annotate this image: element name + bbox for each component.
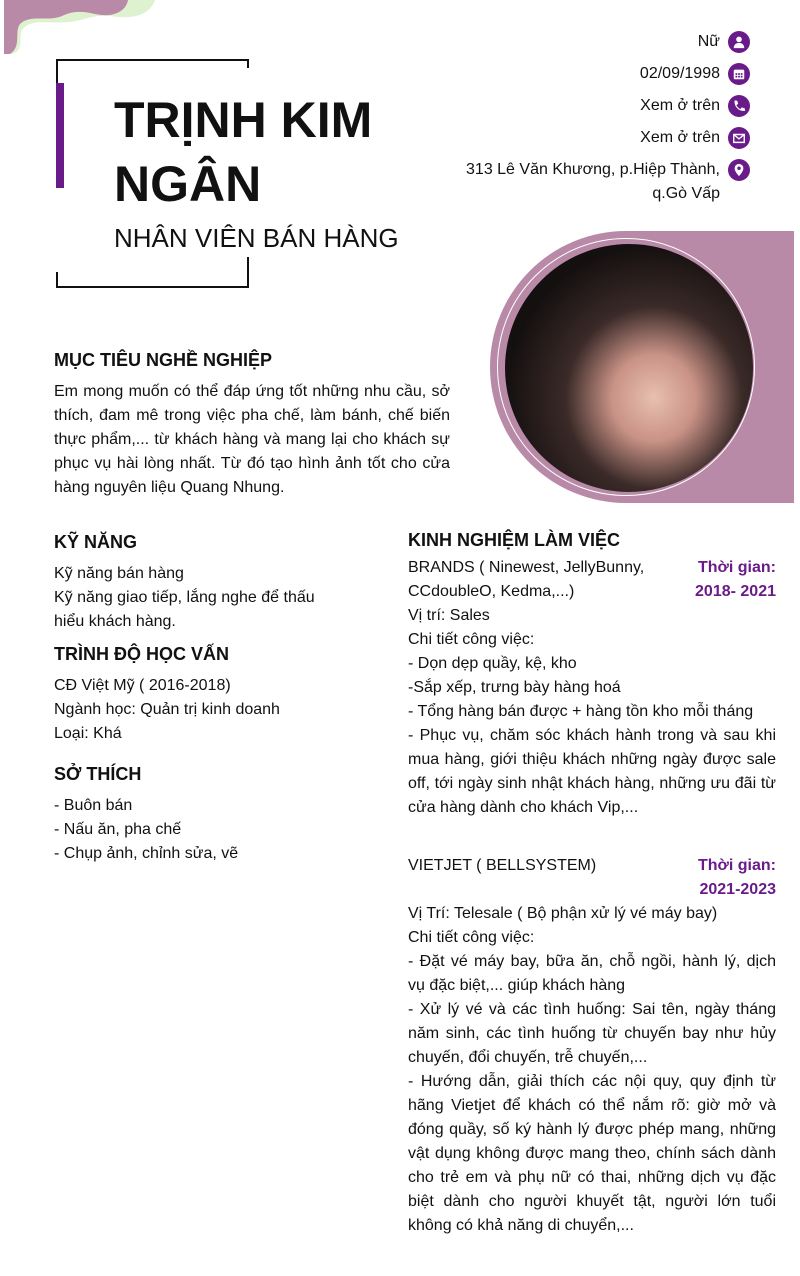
dob-text: 02/09/1998 [639, 65, 720, 82]
calendar-icon [728, 63, 750, 85]
contact-gender [698, 30, 750, 54]
education-item: CĐ Việt Mỹ ( 2016-2018) [54, 677, 231, 694]
contact-address [466, 158, 750, 206]
profile-photo [505, 244, 753, 492]
experience-title: KINH NGHIỆM LÀM VIỆC [408, 530, 621, 550]
job-entry [408, 556, 776, 820]
job-company: BRANDS ( Ninewest, JellyBunny, CCdoubleO, Kedma,...) [408, 559, 645, 600]
contact-dob [640, 62, 750, 86]
job-line: - Hướng dẫn, giải thích các nội quy, quy định từ hãng Vietjet để khách có thể nắm rõ: giờ mở và đóng quầy, số ký hành lý được phép mang, những vật dụng không được mang theo, chính sách dành cho trẻ em và phụ nữ có thai, những dịch vụ đặc biệt dành cho người khuyết tật, người lớn tuổi không có khả năng di chuyển,... [408, 1073, 776, 1234]
job-time [695, 556, 776, 604]
contact-phone [640, 94, 750, 118]
job-company: VIETJET ( BELLSYSTEM) [408, 857, 597, 874]
user-icon [728, 31, 750, 53]
address-line-1: 313 Lê Văn Khương, p.Hiệp Thành, [466, 161, 720, 178]
frame-top [56, 59, 248, 61]
name-line-2: NGÂN [114, 156, 262, 212]
mail-icon [728, 127, 750, 149]
hobbies-list [54, 794, 354, 866]
objective-title: MỤC TIÊU NGHỀ NGHIỆP [54, 350, 273, 370]
job-line: - Tổng hàng bán được + hàng tồn kho mỗi tháng [408, 703, 754, 720]
phone-text: Xem ở trên [640, 97, 720, 114]
job-line: Vị trí: Sales [408, 607, 490, 624]
address-line-2: q.Gò Vấp [652, 185, 720, 202]
skills-title: KỸ NĂNG [54, 532, 138, 552]
skill-item: Kỹ năng bán hàng [54, 565, 184, 582]
gender-text: Nữ [697, 33, 720, 50]
job-line: Chi tiết công việc: [408, 929, 535, 946]
full-name [114, 88, 372, 216]
job-line: - Xử lý vé và các tình huống: Sai tên, ngày tháng năm sinh, các tình huống từ chuyến bay như hủy chuyến, đổi chuyến, trễ chuyến,... [408, 1001, 776, 1066]
email-text: Xem ở trên [640, 129, 720, 146]
job-time-range: 2018- 2021 [695, 583, 776, 600]
education-item: Loại: Khá [54, 725, 122, 742]
frame-left-bottom [56, 272, 58, 287]
job-time-label: Thời gian: [697, 559, 776, 576]
job-line: - Đặt vé máy bay, bữa ăn, chỗ ngồi, hành lý, dịch vụ đặc biệt,... giúp khách hàng [408, 953, 776, 994]
address-text [466, 158, 720, 206]
hobbies-title: SỞ THÍCH [54, 764, 142, 784]
contact-email [640, 126, 750, 150]
job-line: - Phục vụ, chăm sóc khách hành trong và sau khi mua hàng, giới thiệu khách những ngày được sale off, tới ngày sinh nhật khách hàng, những ưu đãi từ cửa hàng dành cho khách Vip,... [408, 727, 776, 816]
job-entry [408, 854, 776, 1238]
hobby-item: - Chụp ảnh, chỉnh sửa, vẽ [54, 845, 239, 862]
name-line-1: TRỊNH KIM [114, 92, 373, 148]
hobby-item: - Buôn bán [54, 797, 133, 814]
education-item: Ngành học: Quản trị kinh doanh [54, 701, 280, 718]
education-title: TRÌNH ĐỘ HỌC VẤN [54, 644, 229, 664]
education-list [54, 674, 354, 746]
objective-text: Em mong muốn có thể đáp ứng tốt những nhu cầu, sở thích, đam mê trong việc pha chế, làm bánh, chế biến thực phẩm,... từ khách hàng và mang lại cho khách sự phục vụ hài lòng nhất. Từ đó tạo hình ảnh tốt cho cửa hàng nguyên liệu Quang Nhung. [54, 383, 450, 496]
skills-list [54, 562, 324, 634]
frame-bottom [56, 286, 249, 288]
job-time-label: Thời gian: [697, 857, 776, 874]
location-pin-icon [728, 159, 750, 181]
job-line: - Dọn dẹp quầy, kệ, kho [408, 655, 577, 672]
job-line: Vị Trí: Telesale ( Bộ phận xử lý vé máy bay) [408, 905, 718, 922]
skill-item: Kỹ năng giao tiếp, lắng nghe để thấu hiểu khách hàng. [54, 589, 315, 630]
phone-icon [728, 95, 750, 117]
job-time-range: 2021-2023 [699, 881, 776, 898]
frame-right-top [247, 59, 249, 68]
frame-right-bottom [247, 257, 249, 287]
decorative-blob [0, 0, 170, 60]
job-time [698, 854, 776, 902]
job-line: -Sắp xếp, trưng bày hàng hoá [408, 679, 621, 696]
frame-left-top [56, 59, 58, 85]
job-title: NHÂN VIÊN BÁN HÀNG [114, 223, 399, 253]
accent-bar [56, 83, 64, 188]
job-line: Chi tiết công việc: [408, 631, 535, 648]
hobby-item: - Nấu ăn, pha chế [54, 821, 182, 838]
